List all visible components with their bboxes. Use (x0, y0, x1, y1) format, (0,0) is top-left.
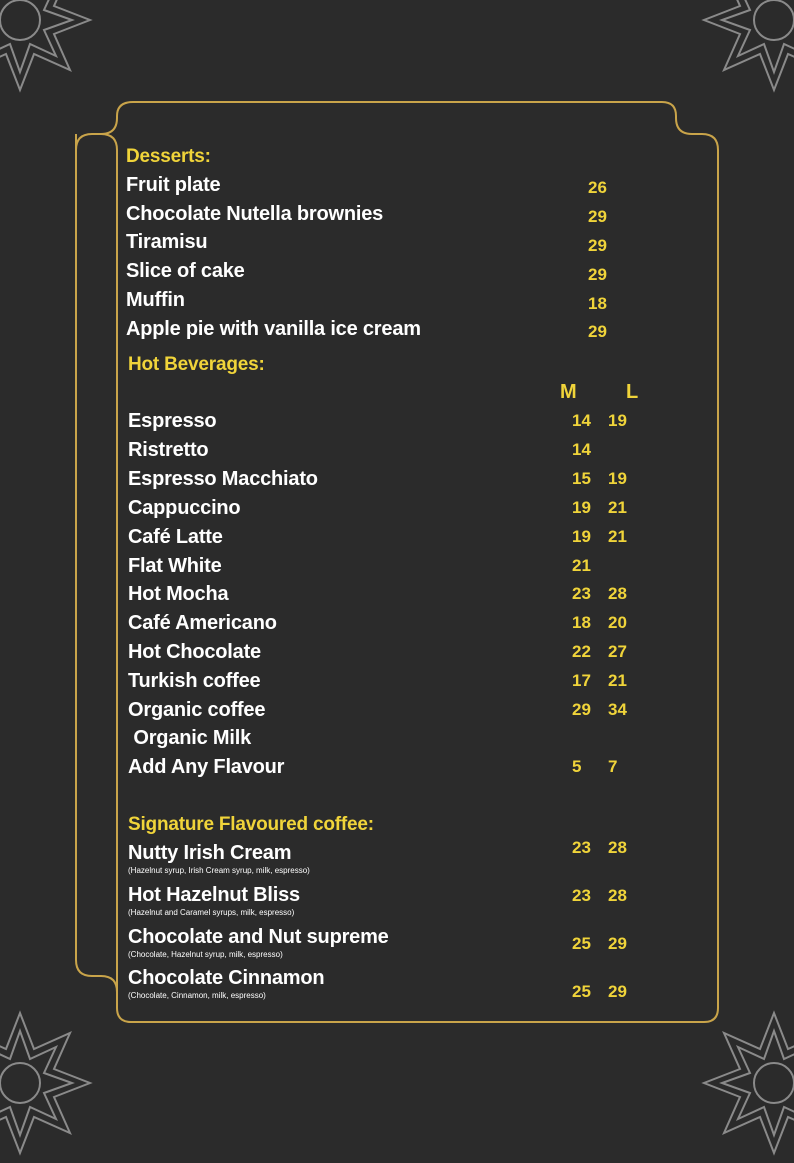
beverage-name: Ristretto (128, 439, 209, 461)
price-large: 21 (608, 671, 627, 690)
price-large: 19 (608, 411, 627, 430)
price-large: 28 (608, 838, 627, 857)
dessert-name: Tiramisu (126, 231, 208, 253)
price-medium: 19 (572, 527, 591, 546)
beverage-name: Turkish coffee (128, 670, 261, 692)
beverage-name: Flat White (128, 555, 222, 577)
signature-heading: Signature Flavoured coffee: (128, 814, 374, 835)
price-large: 28 (608, 584, 627, 603)
signature-description: (Hazelnut syrup, Irish Cream syrup, milk, espresso) (128, 866, 310, 875)
price-medium: 18 (572, 613, 591, 632)
price-large: 20 (608, 613, 627, 632)
desserts-heading: Desserts: (126, 146, 211, 167)
signature-description: (Chocolate, Cinnamon, milk, espresso) (128, 991, 266, 1000)
price-medium: 25 (572, 934, 591, 953)
price-large: 21 (608, 498, 627, 517)
beverage-name: Espresso (128, 410, 217, 432)
price-medium: 5 (572, 757, 582, 776)
signature-name: Chocolate Cinnamon (128, 967, 325, 989)
dessert-name: Chocolate Nutella brownies (126, 203, 384, 225)
signature-name: Chocolate and Nut supreme (128, 926, 389, 948)
dessert-price: 18 (588, 294, 607, 313)
dessert-price: 29 (588, 322, 607, 341)
signature-description: (Chocolate, Hazelnut syrup, milk, espresso) (128, 950, 283, 959)
dessert-name: Muffin (126, 289, 185, 311)
signature-name: Nutty Irish Cream (128, 842, 292, 864)
price-medium: 14 (572, 440, 591, 459)
signature-description: (Hazelnut and Caramel syrups, milk, espresso) (128, 908, 295, 917)
dessert-price: 26 (588, 178, 607, 197)
signature-name: Hot Hazelnut Bliss (128, 884, 300, 906)
dessert-price: 29 (588, 207, 607, 226)
price-large: 21 (608, 527, 627, 546)
beverage-name: Add Any Flavour (128, 756, 285, 778)
price-medium: 22 (572, 642, 591, 661)
price-large: 29 (608, 934, 627, 953)
price-large: 27 (608, 642, 627, 661)
size-large-header: L (626, 381, 639, 403)
beverage-name: Hot Mocha (128, 583, 229, 605)
price-medium: 14 (572, 411, 591, 430)
beverage-name: Organic coffee (128, 699, 266, 721)
price-large: 28 (608, 886, 627, 905)
dessert-name: Slice of cake (126, 260, 245, 282)
price-large: 7 (608, 757, 618, 776)
price-medium: 29 (572, 700, 591, 719)
price-medium: 21 (572, 556, 591, 575)
price-medium: 19 (572, 498, 591, 517)
price-medium: 23 (572, 886, 591, 905)
price-large: 34 (608, 700, 627, 719)
dessert-name: Apple pie with vanilla ice cream (126, 318, 421, 340)
price-medium: 23 (572, 838, 591, 857)
beverage-name: Café Latte (128, 526, 223, 548)
beverage-name: Organic Milk (128, 727, 251, 749)
dessert-name: Fruit plate (126, 174, 221, 196)
dessert-price: 29 (588, 236, 607, 255)
price-large: 29 (608, 982, 627, 1001)
dessert-price: 29 (588, 265, 607, 284)
beverage-name: Café Americano (128, 612, 277, 634)
price-large: 19 (608, 469, 627, 488)
beverage-name: Hot Chocolate (128, 641, 261, 663)
beverage-name: Espresso Macchiato (128, 468, 318, 490)
price-medium: 25 (572, 982, 591, 1001)
price-medium: 15 (572, 469, 591, 488)
beverage-name: Cappuccino (128, 497, 241, 519)
price-medium: 23 (572, 584, 591, 603)
price-medium: 17 (572, 671, 591, 690)
size-medium-header: M (560, 381, 577, 403)
hot-beverages-heading: Hot Beverages: (128, 354, 265, 375)
